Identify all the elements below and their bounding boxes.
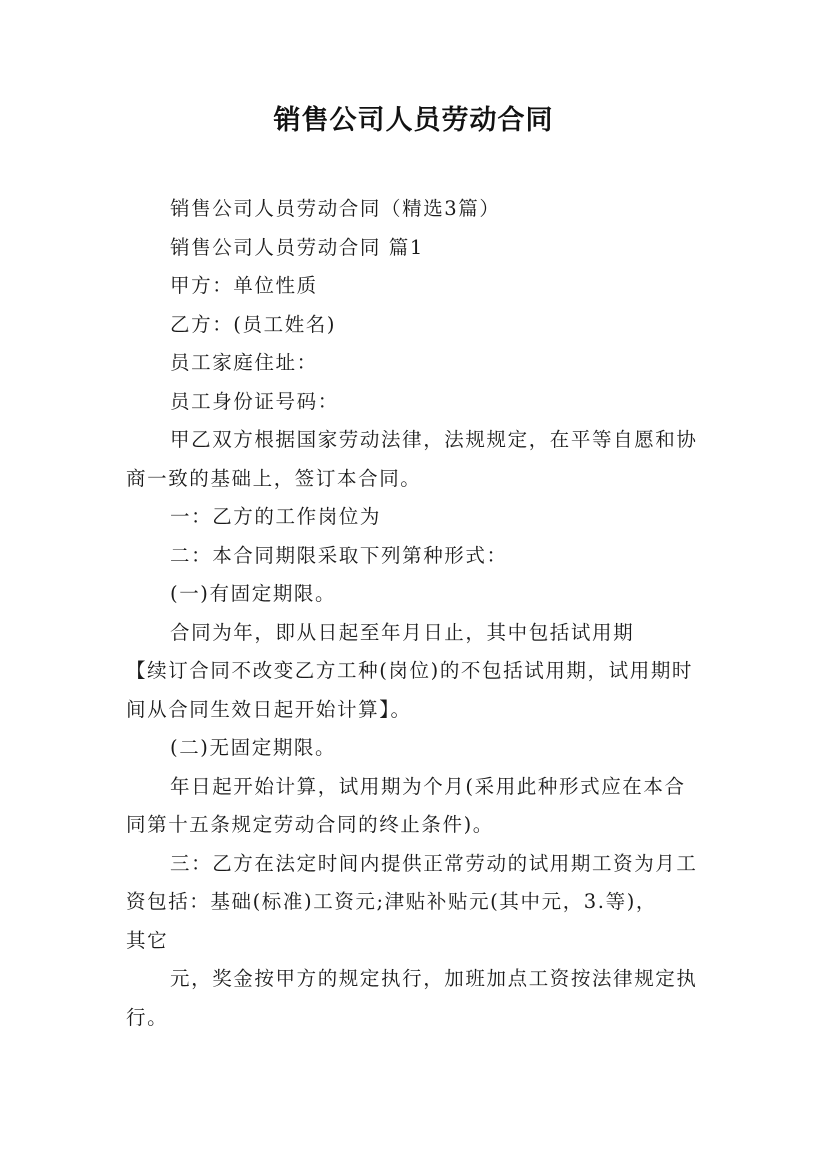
paragraph: 员工家庭住址：: [170, 351, 318, 374]
paragraph: (一)有固定期限。: [170, 582, 337, 605]
paragraph: 【续订合同不改变乙方工种(岗位)的不包括试用期，试用期时间从合同生效日起开始计算】。: [126, 659, 694, 721]
paragraph: 员工身份证号码：: [170, 389, 339, 413]
paragraph: 乙方：(员工姓名): [170, 312, 337, 336]
paragraph: 合同为年，即从日起至年月日止，其中包括试用期: [170, 620, 635, 644]
paragraph: 三：乙方在法定时间内提供正常劳动的试用期工资为月工资包括：基础(标准)工资元;津贴补贴元(其中元，3.等)，: [126, 851, 698, 913]
paragraph: 销售公司人员劳动合同 篇1: [170, 235, 424, 259]
paragraph: 甲乙双方根据国家劳动法律，法规规定，在平等自愿和协商一致的基础上，签订本合同。: [126, 428, 698, 490]
paragraph: 甲方：单位性质: [170, 274, 318, 297]
paragraph: 二：本合同期限采取下列第种形式：: [170, 543, 508, 567]
document-body: [126, 190, 706, 1037]
paragraph: (二)无固定期限。: [170, 736, 337, 759]
paragraph: 其它: [126, 928, 169, 952]
document-title: 销售公司人员劳动合同: [273, 105, 554, 136]
paragraph: 元，奖金按甲方的规定执行，加班加点工资按法律规定执行。: [126, 967, 698, 1029]
paragraph: 年日起开始计算，试用期为个月(采用此种形式应在本合同第十五条规定劳动合同的终止条件)。: [126, 774, 686, 836]
paragraph: 一：乙方的工作岗位为: [170, 505, 382, 528]
paragraph: 销售公司人员劳动合同（精选3篇）: [170, 197, 501, 220]
